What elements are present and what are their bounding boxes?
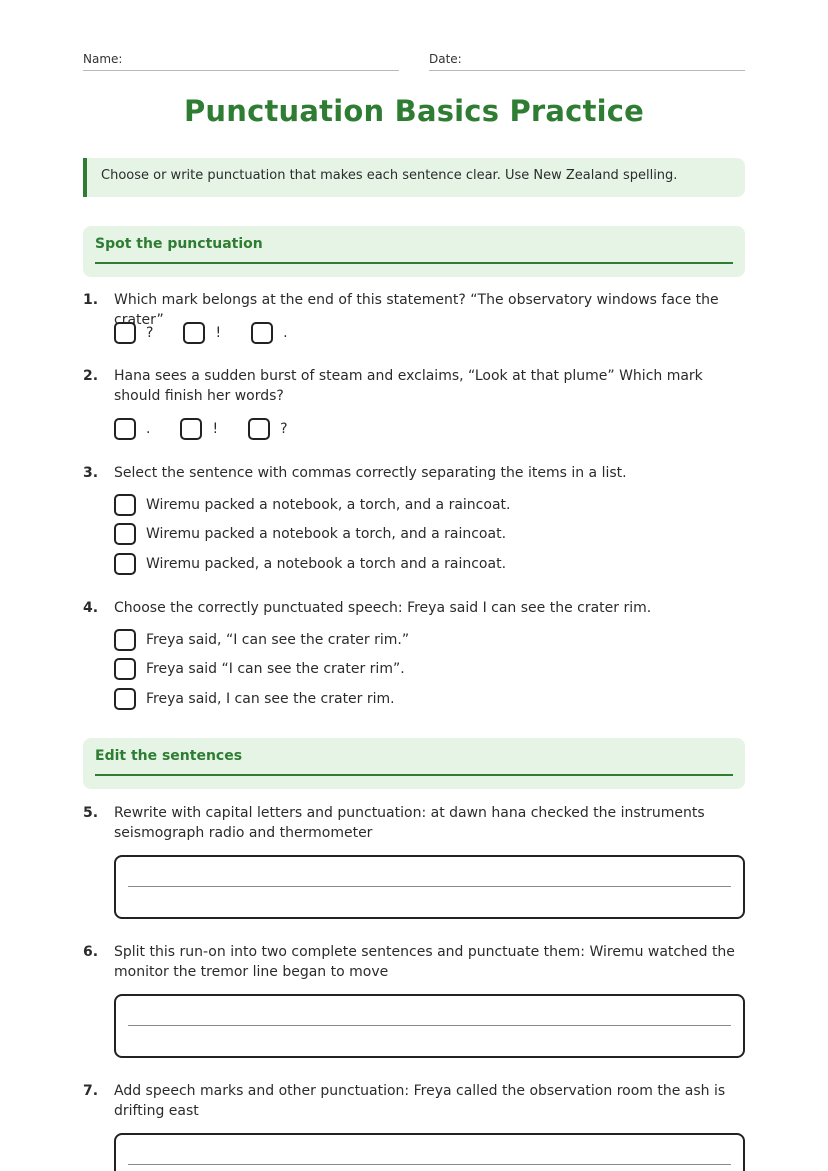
- question-1-options: [114, 322, 310, 344]
- question-3: [83, 463, 745, 483]
- question-4-options: [114, 625, 409, 714]
- checkbox[interactable]: [114, 629, 136, 651]
- checkbox[interactable]: [114, 494, 136, 516]
- checkbox[interactable]: [248, 418, 270, 440]
- option-label: !: [215, 325, 222, 341]
- checkbox[interactable]: [114, 688, 136, 710]
- checkbox[interactable]: [114, 523, 136, 545]
- question-text: Choose the correctly punctuated speech: Freya said I can see the crater rim.: [114, 600, 652, 616]
- checkbox[interactable]: [114, 553, 136, 575]
- section-header-spot: [83, 226, 745, 277]
- option-label: Wiremu packed a notebook a torch, and a raincoat.: [146, 526, 507, 543]
- option[interactable]: [183, 322, 221, 344]
- checkbox[interactable]: [183, 322, 205, 344]
- option-label: Wiremu packed a notebook, a torch, and a raincoat.: [146, 496, 511, 513]
- question-2-options: [114, 418, 310, 440]
- answer-box[interactable]: [114, 1133, 745, 1171]
- question-number: 3.: [83, 465, 99, 481]
- name-label: Name:: [83, 52, 123, 66]
- option-label: Freya said, I can see the crater rim.: [146, 690, 395, 707]
- question-text: Add speech marks and other punctuation: Freya called the observation room the ash is drifting east: [114, 1083, 726, 1119]
- answer-box[interactable]: [114, 994, 745, 1058]
- question-5: [83, 803, 745, 843]
- question-text: Rewrite with capital letters and punctuation: at dawn hana checked the instruments seismograph radio and thermometer: [114, 805, 705, 841]
- question-6: [83, 942, 745, 982]
- option-label: Freya said, “I can see the crater rim.”: [146, 631, 410, 648]
- question-number: 1.: [83, 292, 99, 308]
- question-number: 2.: [83, 368, 99, 384]
- section-title: Edit the sentences: [95, 738, 733, 776]
- header-fields: [83, 52, 745, 71]
- section-title: Spot the punctuation: [95, 226, 733, 264]
- option[interactable]: [114, 418, 150, 440]
- date-field[interactable]: [429, 52, 745, 71]
- checkbox[interactable]: [114, 322, 136, 344]
- option[interactable]: [114, 655, 409, 685]
- option[interactable]: [114, 549, 510, 579]
- answer-box[interactable]: [114, 855, 745, 919]
- option-label: ?: [146, 325, 154, 341]
- question-7: [83, 1081, 745, 1121]
- option[interactable]: [251, 322, 287, 344]
- option[interactable]: [248, 418, 287, 440]
- question-2: [83, 366, 745, 406]
- option[interactable]: [114, 520, 510, 550]
- question-number: 6.: [83, 944, 99, 960]
- name-field[interactable]: [83, 52, 399, 71]
- checkbox[interactable]: [114, 418, 136, 440]
- option[interactable]: [180, 418, 218, 440]
- question-number: 4.: [83, 600, 99, 616]
- instructions-box: [83, 158, 745, 197]
- date-label: Date:: [429, 52, 462, 66]
- question-4: [83, 598, 745, 618]
- option-label: .: [283, 325, 288, 341]
- instructions-text: Choose or write punctuation that makes each sentence clear. Use New Zealand spelling.: [101, 168, 678, 183]
- question-number: 7.: [83, 1083, 99, 1099]
- question-text: Hana sees a sudden burst of steam and exclaims, “Look at that plume” Which mark should finish her words?: [114, 368, 703, 404]
- option-label: Freya said “I can see the crater rim”.: [146, 661, 405, 678]
- question-text: Which mark belongs at the end of this statement? “The observatory windows face the crater”: [114, 292, 719, 328]
- page-title: Punctuation Basics Practice: [183, 94, 645, 128]
- option-label: !: [212, 421, 219, 437]
- question-text: Select the sentence with commas correctly separating the items in a list.: [114, 465, 627, 481]
- question-text: Split this run-on into two complete sentences and punctuate them: Wiremu watched the monitor the tremor line began to move: [114, 944, 735, 980]
- option[interactable]: [114, 490, 510, 520]
- question-number: 5.: [83, 805, 99, 821]
- option[interactable]: [114, 684, 409, 714]
- writing-line: [128, 1164, 731, 1165]
- checkbox[interactable]: [251, 322, 273, 344]
- option[interactable]: [114, 322, 153, 344]
- writing-line: [128, 886, 731, 887]
- question-3-options: [114, 490, 510, 579]
- checkbox[interactable]: [180, 418, 202, 440]
- option-label: ?: [280, 421, 288, 437]
- option-label: Wiremu packed, a notebook a torch and a raincoat.: [146, 555, 507, 572]
- writing-line: [128, 1025, 731, 1026]
- option-label: .: [146, 421, 151, 437]
- option[interactable]: [114, 625, 409, 655]
- section-header-edit: [83, 738, 745, 789]
- checkbox[interactable]: [114, 658, 136, 680]
